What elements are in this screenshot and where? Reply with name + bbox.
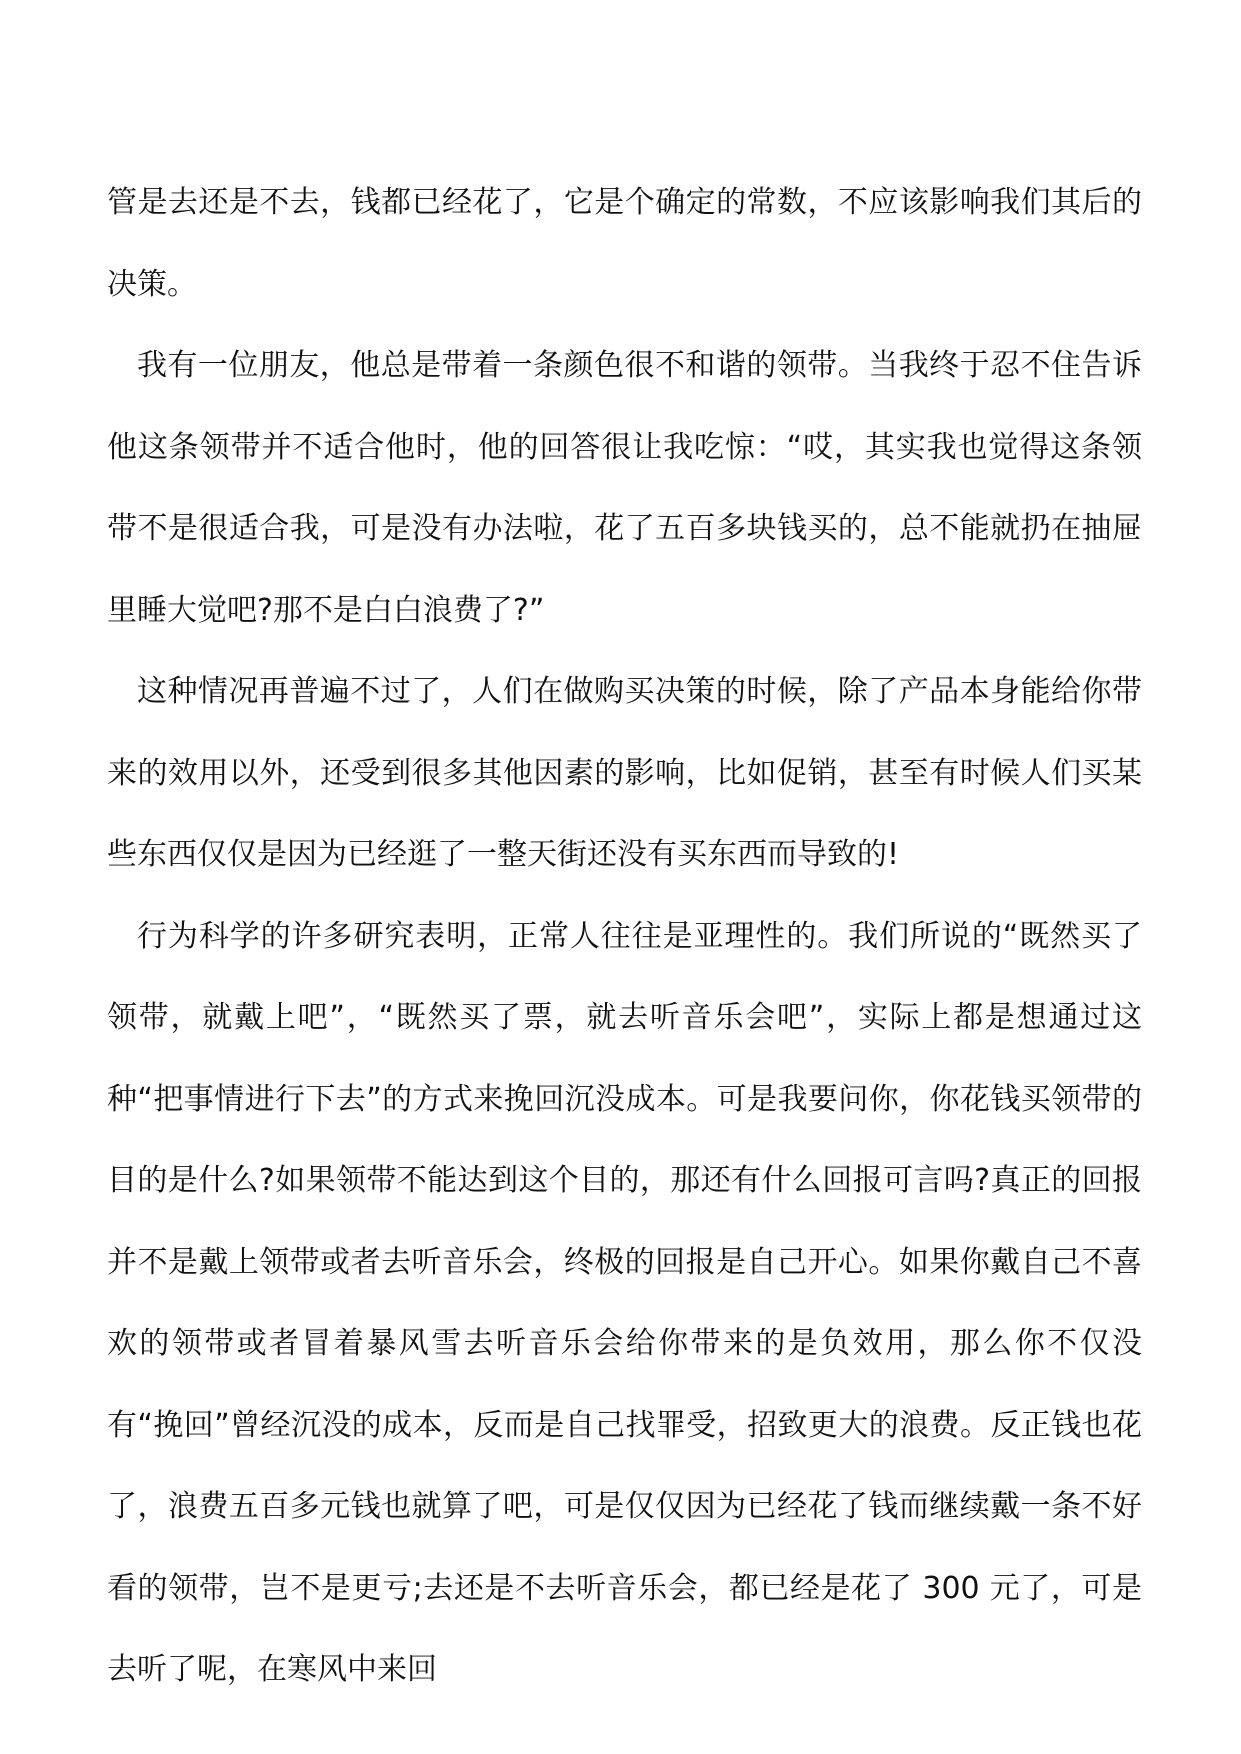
paragraph-continuation: 管是去还是不去，钱都已经花了，它是个确定的常数，不应该影响我们其后的决策。	[107, 185, 1142, 302]
paragraph-friend-tie: 我有一位朋友，他总是带着一条颜色很不和谐的领带。当我终于忍不住告诉他这条领带并不适合他时，他的回答很让我吃惊：“哎，其实我也觉得这条领带不是很适合我，可是没有办法啦，花了五百多块钱买的，总不能就扔在抽屉里睡大觉吧?那不是白白浪费了?”	[107, 348, 1142, 628]
paragraph-purchase-factors: 这种情况再普遍不过了，人们在做购买决策的时候，除了产品本身能给你带来的效用以外，还受到很多其他因素的影响，比如促销，甚至有时候人们买某些东西仅仅是因为已经逛了一整天街还没有买东西而导致的!	[107, 674, 1142, 872]
body-text	[107, 162, 1142, 1711]
paragraph-behavioral-science: 行为科学的许多研究表明，正常人往往是亚理性的。我们所说的“既然买了领带，就戴上吧”，“既然买了票，就去听音乐会吧”，实际上都是想通过这种“把事情进行下去”的方式来挽回沉没成本。可是我要问你，你花钱买领带的目的是什么?如果领带不能达到这个目的，那还有什么回报可言吗?真正的回报并不是戴上领带或者去听音乐会，终极的回报是自己开心。如果你戴自己不喜欢的领带或者冒着暴风雪去听音乐会给你带来的是负效用，那么你不仅没有“挽回”曾经沉没的成本，反而是自己找罪受，招致更大的浪费。反正钱也花了，浪费五百多元钱也就算了吧，可是仅仅因为已经花了钱而继续戴一条不好看的领带，岂不是更亏;去还是不去听音乐会，都已经是花了 300 元了，可是去听了呢，在寒风中来回	[107, 918, 1142, 1687]
